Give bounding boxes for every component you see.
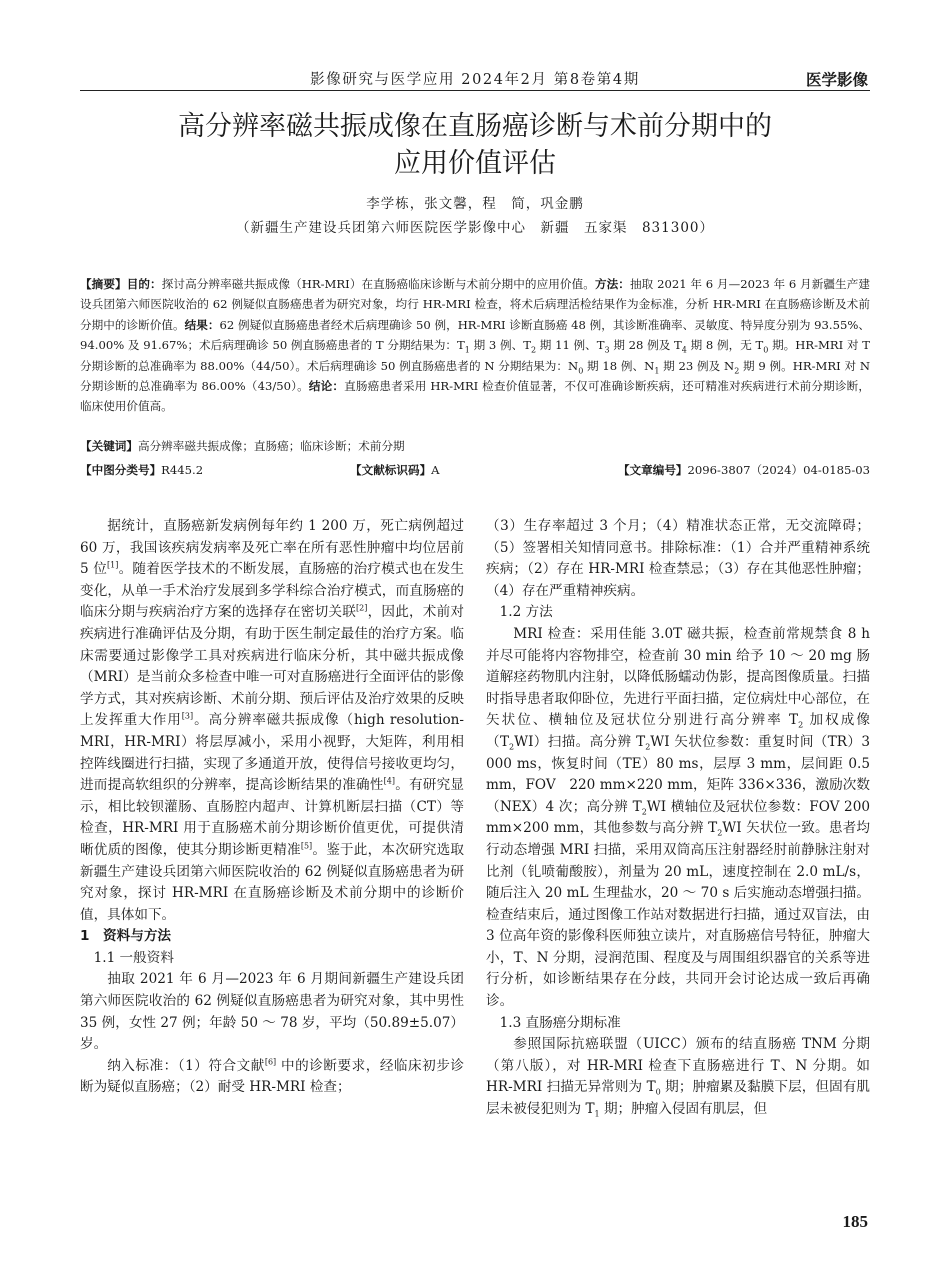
subscript: 2: [530, 345, 537, 355]
abstract-label: 【摘要】: [80, 277, 127, 291]
body-column-right: [486, 516, 870, 1121]
subscript: 0: [655, 1088, 661, 1098]
paragraph-continued: [486, 516, 870, 602]
conclusion-label: 结论：: [308, 379, 345, 394]
citation: [2]: [356, 603, 368, 613]
subscript: 1: [594, 1109, 600, 1119]
title-line-2: 应用价值评估: [394, 148, 556, 179]
citation: [5]: [300, 841, 313, 851]
abstract: [80, 274, 870, 417]
section-heading: 1 资料与方法: [80, 928, 172, 945]
paragraph-text: 中的诊断要求，经临床初步诊断为疑似直肠癌；（2）耐受 HR-MRI 检查；: [80, 1057, 464, 1096]
results-text: 期 18 例、N: [583, 358, 655, 373]
results-text: 期 28 例及 T: [609, 338, 682, 353]
results-text: 期 8 例，无 T: [686, 338, 764, 353]
keywords-text: 高分辨率磁共振成像；直肠癌；临床诊断；术前分期: [137, 439, 405, 453]
paragraph: 据统计，直肠癌新发病例每年约 1 200 万，死亡病例超过 60 万，我国该疾病发病率及死亡率在所有恶性肿瘤中均位居前 5 位[1]。随着医学技术的不断发展，直肠癌的治疗模式也在发生变化，从单一手术治疗发展到多学科综合治疗模式，而直肠癌的临床分期与疾病治疗方案的选择存在密切关联[2]，因此，术前对疾病进行准确评估及分期，有助于医生制定最佳的治疗方案。临床需要通过影像学工具对疾病进行临床分析，其中磁共振成像（MRI）是当前众多检查中唯一可对直肠癌进行全面评估的影像学方式，其对疾病诊断、术前分期、预后评估及治疗效果的反映上发挥重大作用[3]。高分辨率磁共振成像（high resolution-MRI，HR-MRI）将层厚减小，采用小视野，大矩阵，利用相控阵线圈进行扫描，实现了多通道开放，使得信号接收更均匀，进而提高软组织的分辨率，提高诊断结果的准确性[4]。有研究显示，相比较钡灌肠、直肠腔内超声、计算机断层扫描（CT）等检查，HR-MRI 用于直肠癌术前分期诊断价值更优，可提供清晰优质的图像，使其分期诊断更精准[5]。鉴于此，本次研究选取新疆生产建设兵团第六师医院收治的 62 例疑似直肠癌患者为研究对象，探讨 HR-MRI 在直肠癌诊断及术前分期中的诊断价值，具体如下。: [80, 518, 465, 923]
subscript: 1: [464, 345, 470, 355]
subscript: 2: [717, 829, 723, 839]
subscript: 0: [578, 365, 584, 375]
results-text: 期 11 例、T: [536, 338, 605, 353]
subscript: 2: [641, 807, 647, 817]
results-text: 期。HR-MRI 对 T 分期诊断的总准确率为 88.00%（44/50）。术后病理确诊 50 例直肠癌患者的 N 分期结果为：N: [80, 338, 870, 373]
header-rule: [80, 90, 870, 91]
subscript: 1: [654, 365, 660, 375]
citation: [1]: [107, 560, 119, 570]
journal-header: 影像研究与医学应用 2024年2月 第8卷第4期: [310, 72, 640, 88]
body-column-left: [80, 516, 464, 1099]
clc-value: R445.2: [161, 463, 204, 477]
citation: [4]: [383, 776, 395, 786]
paragraph: MRI 检查：采用佳能 3.0T 磁共振，检查前常规禁食 8 h 并尽可能将内容物排空，检查前 30 min 给予 10 ～ 20 mg 肠道解痉药物肌内注射，以降低肠蠕动伪影，提高图像质量。扫描时指导患者取仰卧位，先进行平面扫描，定位病灶中心部位，在矢状位、横轴位及冠状位分别进行高分辨率 $T_2$ 加权成像$(T_2WI)$扫描。高分辨 $T_2WI$ 矢状位参数：重复时间（TR）3 000 ms，恢复时间（TE）80 ms，层厚 3 mm，层间距 0.5 mm，FOV 220 mm×220 mm，矩阵 336×336，激励次数（NEX）4 次；高分辨 $T_2WI$ 横轴位及冠状位参数：FOV 200 mm×200 mm，其他参数与高分辨 $T_2WI$ 矢状位一致。患者均行动态增强 MRI 扫描，采用双筒高压注射器经肘前静脉注射对比剂（钆喷葡酸胺），剂量为 20 mL，速度控制在 2.0 mL/s，随后注入 20 mL 生理盐水，20 ～ 70 s 后实施动态增强扫描。检查结束后，通过图像工作站对数据进行扫描，通过双盲法，由 3 位高年资的影像科医师独立读片，对直肠癌信号特征，肿瘤大小，T、N 分期，浸润范围、程度及与周围组织器官的关系等进行分析，如诊断结果存在分歧，共同开会讨论达成一致后再确诊。: [486, 625, 871, 1010]
results-text: 62 例疑似直肠癌患者经术后病理确诊 50 例，HR-MRI 诊断直肠癌 48 例，其诊断准确率、灵敏度、特异度分别为 93.55%、94.00% 及 91.67%；术后病理确诊 50 例直肠癌患者的 T 分期结果为：T: [80, 317, 870, 353]
objective-text: 探讨高分辨率磁共振成像（HR-MRI）在直肠癌临床诊断与术前分期中的应用价值。: [161, 277, 595, 291]
subsection-heading: 1.2 方法: [499, 604, 553, 621]
citation: [3]: [181, 711, 194, 721]
keywords-label: 【关键词】: [80, 439, 138, 453]
results-text: 期 3 例、T: [469, 338, 531, 353]
subscript: 4: [681, 345, 687, 355]
subscript: 2: [734, 365, 740, 375]
subscript: 0: [763, 345, 769, 355]
subscript: 2: [645, 742, 651, 752]
document-code: [350, 460, 440, 480]
results-text: 期 9 例。HR-MRI 对 N 分期诊断的总准确率为 86.00%（43/50）。: [80, 358, 870, 394]
keywords: [80, 436, 870, 456]
results-label: 结果：: [184, 317, 220, 332]
paragraph: 纳入标准：（1）符合文献[6] 中的诊断要求，经临床初步诊断为疑似直肠癌；（2）耐受 HR-MRI 检查；: [80, 1057, 464, 1096]
clc-number: [80, 460, 203, 480]
subscript: 2: [798, 721, 804, 731]
doc-label: 【文献标识码】: [350, 463, 432, 477]
citation: [6]: [264, 1057, 277, 1067]
subsection-heading: 1.3 直肠癌分期标准: [499, 1014, 621, 1031]
paragraph: 抽取 2021 年 6 月—2023 年 6 月期间新疆生产建设兵团第六师医院收治的 62 例疑似直肠癌患者为研究对象，其中男性 35 例，女性 27 例；年龄 50 ～ 78 岁，平均（50.89±5.07）岁。: [80, 971, 464, 1053]
title-line-1: 高分辨率磁共振成像在直肠癌诊断与术前分期中的: [178, 111, 772, 142]
subscript: 2: [509, 742, 515, 752]
doc-value: A: [431, 463, 440, 477]
paragraph: 参照国际抗癌联盟（UICC）颁布的结直肠癌 TNM 分期（第八版），对 HR-MRI 检查下直肠癌进行 T、N 分期。如 HR-MRI 扫描无异常则为 $T_0$ 期；肿瘤累及黏膜下层，但固有肌层未被侵犯则为 $T_1$ 期；肿瘤入侵固有肌层，但: [486, 1036, 870, 1119]
methods-label: 方法：: [594, 277, 630, 291]
page-number: 185: [842, 1212, 868, 1231]
conclusion-text: 直肠癌患者采用 HR-MRI 检查价值显著，不仅可准确诊断疾病，还可精准对疾病进行术前分期诊断，临床使用价值高。: [80, 379, 870, 414]
article-title: [0, 108, 950, 182]
subscript: 3: [604, 345, 610, 355]
art-label: 【文章编号】: [617, 463, 688, 477]
paragraph-text: （3）生存率超过 3 个月；（4）精准状态正常，无交流障碍；（5）签署相关知情同意书。排除标准：（1）合并严重精神系统疾病；（2）存在 HR-MRI 检查禁忌；（3）存在其他恶性肿瘤；（4）存在严重精神疾病。: [486, 518, 870, 599]
results-text: 期 23 例及 N: [659, 358, 735, 373]
objective-label: 目的：: [126, 277, 162, 291]
affiliation: （新疆生产建设兵团第六师医院医学影像中心 新疆 五家渠 831300）: [235, 220, 715, 236]
section-label: 医学影像: [805, 71, 868, 89]
subsection-heading: 1.1 一般资料: [93, 949, 174, 966]
authors: 李学栋，张文馨，程 简，巩金鹏: [366, 196, 584, 212]
article-number: [618, 460, 870, 480]
art-value: 2096-3807（2024）04-0185-03: [687, 463, 870, 477]
methods-text: 抽取 2021 年 6 月—2023 年 6 月新疆生产建设兵团第六师医院收治的 62 例疑似直肠癌患者为研究对象，均行 HR-MRI 检查，将术后病理活检结果作为金标准，分析 HR-MRI 在直肠癌诊断及术前分期中的诊断价值。: [80, 277, 870, 332]
clc-label: 【中图分类号】: [80, 463, 162, 477]
